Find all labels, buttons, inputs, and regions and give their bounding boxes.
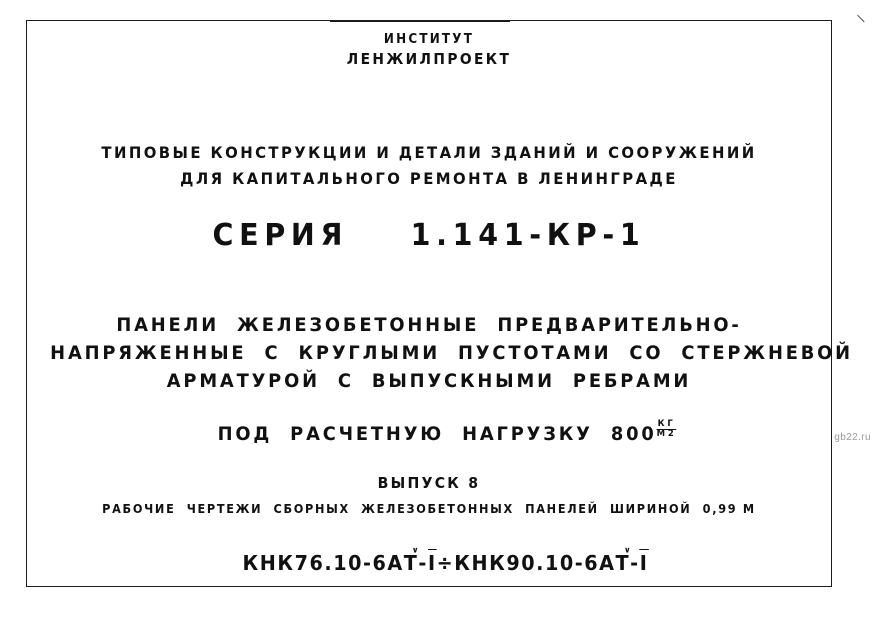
institute-label: ИНСТИТУТ [383,32,475,47]
code-second-roman: I [639,551,649,575]
description-line-1: ПАНЕЛИ ЖЕЛЕЗОБЕТОННЫЕ ПРЕДВАРИТЕЛЬНО- [116,314,742,336]
corner-slash-mark: \ [856,11,866,26]
series-title: СЕРИЯ 1.141-КР-1 [212,218,646,253]
description-line-2: НАПРЯЖЕННЫЕ С КРУГЛЫМИ ПУСТОТАМИ СО СТЕРЖНЕВОЙ [50,342,853,364]
load-unit-numerator: КГ [657,419,676,429]
code-first-tau-hat [404,551,428,575]
load-unit-fraction [657,420,677,439]
description-load-text: ПОД РАСЧЕТНУЮ НАГРУЗКУ 800 [217,423,657,445]
code-first-tau: Т- [403,551,428,575]
issue-product-codes [42,527,816,599]
purpose-line-1: ТИПОВЫЕ КОНСТРУКЦИИ И ДЕТАЛИ ЗДАНИЙ И СООРУЖЕНИЙ [101,143,757,162]
code-second-tau-hat [616,551,640,575]
issue-subtitle: РАБОЧИЕ ЧЕРТЕЖИ СБОРНЫХ ЖЕЛЕЗОБЕТОННЫХ ПАНЕЛЕЙ ШИРИНОЙ 0,99 М [102,502,756,516]
description-line-3: АРМАТУРОЙ С ВЫПУСКНЫМИ РЕБРАМИ [166,370,692,392]
load-unit-denominator: М2 [656,429,677,439]
code-second-tau: Т- [615,551,640,575]
frame-imperfection-line [330,20,510,22]
code-second-base: КНК90.10-6А [454,551,616,575]
institute-name: ЛЕНЖИЛПРОЕКТ [346,50,512,68]
code-range-separator: ÷ [436,551,455,575]
issue-label: ВЫПУСК 8 [377,474,481,492]
purpose-line-2: ДЛЯ КАПИТАЛЬНОГО РЕМОНТА В ЛЕНИНГРАДЕ [180,169,678,188]
code-first-base: КНК76.10-6А [242,551,404,575]
site-watermark: gb22.ru [834,432,871,443]
description-line-4 [50,398,808,467]
code-first-roman: I [427,551,437,575]
